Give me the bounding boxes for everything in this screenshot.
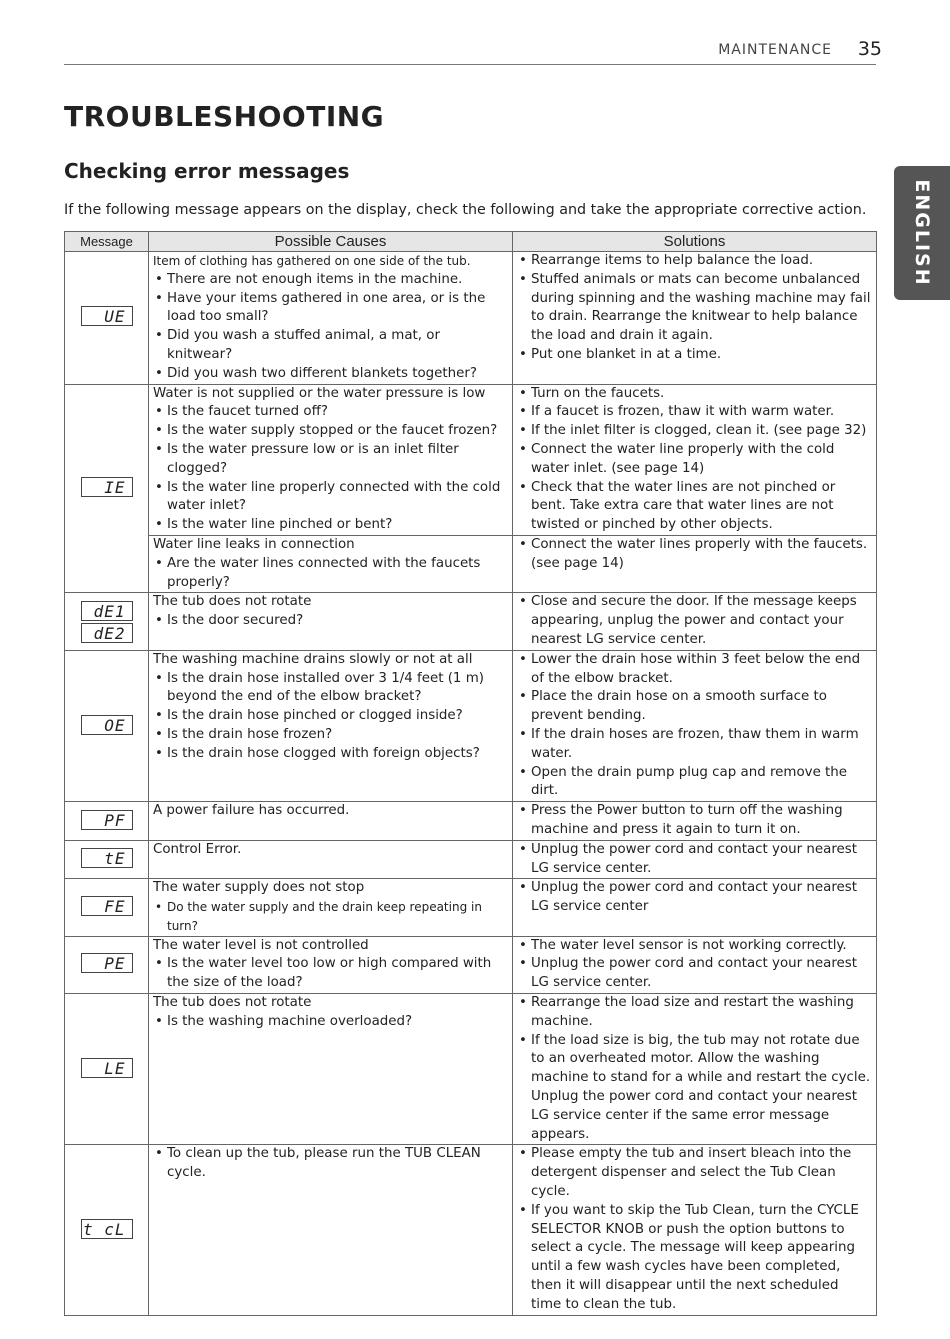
cause-item: • Is the drain hose pinched or clogged inside? xyxy=(153,707,508,726)
solutions-cell xyxy=(513,840,877,879)
solution-item: • Rearrange items to help balance the load. xyxy=(517,252,872,271)
solution-item: • Open the drain pump plug cap and remove the dirt. xyxy=(517,764,872,802)
solutions-cell xyxy=(513,802,877,841)
cause-item: • To clean up the tub, please run the TUB CLEAN cycle. xyxy=(153,1145,508,1183)
cause-item: • There are not enough items in the machine. xyxy=(153,271,508,290)
causes-cell xyxy=(149,994,513,1145)
solution-item: • Put one blanket in at a time. xyxy=(517,346,872,365)
cause-item: • Is the water supply stopped or the faucet frozen? xyxy=(153,422,508,441)
error-code-display: tE xyxy=(81,848,133,868)
solutions-cell xyxy=(513,650,877,801)
causes-cell xyxy=(149,840,513,879)
header-solutions: Solutions xyxy=(513,232,877,252)
page-number: 35 xyxy=(857,38,882,60)
solution-item: • Connect the water lines properly with the faucets. (see page 14) xyxy=(517,536,872,574)
table-row xyxy=(65,650,877,801)
causes-cell xyxy=(149,384,513,535)
message-cell xyxy=(65,252,149,385)
cause-item: • Do the water supply and the drain keep repeating in turn? xyxy=(153,898,508,936)
causes-cell xyxy=(149,936,513,993)
solutions-cell xyxy=(513,593,877,650)
error-messages-table xyxy=(64,231,877,1316)
solutions-cell xyxy=(513,994,877,1145)
table-header-row xyxy=(65,232,877,252)
table-row xyxy=(65,994,877,1145)
cause-title: The washing machine drains slowly or not at all xyxy=(153,651,473,667)
intro-text: If the following message appears on the display, check the following and take the appropriate corrective action. xyxy=(64,202,867,218)
error-code-display: LE xyxy=(81,1058,133,1078)
cause-item: • Are the water lines connected with the faucets properly? xyxy=(153,555,508,593)
error-code-display: dE2 xyxy=(81,623,133,643)
solution-item: • Check that the water lines are not pinched or bent. Take extra care that water lines are not twisted or pinched by other objects. xyxy=(517,479,872,535)
solutions-cell xyxy=(513,1145,877,1315)
cause-title: Control Error. xyxy=(153,841,242,857)
cause-item: • Did you wash two different blankets together? xyxy=(153,365,508,384)
message-cell xyxy=(65,879,149,936)
causes-cell xyxy=(149,802,513,841)
solution-item: • Connect the water line properly with the cold water inlet. (see page 14) xyxy=(517,441,872,479)
message-cell xyxy=(65,994,149,1145)
causes-cell xyxy=(149,535,513,592)
solution-item: • Press the Power button to turn off the washing machine and press it again to turn it on. xyxy=(517,802,872,840)
message-cell xyxy=(65,802,149,841)
language-tab xyxy=(894,166,950,300)
cause-title: The water level is not controlled xyxy=(153,937,369,953)
solution-item: • Unplug the power cord and contact your nearest LG service center xyxy=(517,879,872,917)
cause-item: • Have your items gathered in one area, or is the load too small? xyxy=(153,290,508,328)
causes-cell xyxy=(149,879,513,936)
solutions-cell xyxy=(513,252,877,385)
solutions-cell xyxy=(513,879,877,936)
message-cell xyxy=(65,840,149,879)
table-row xyxy=(65,936,877,993)
section-label: MAINTENANCE xyxy=(718,42,832,58)
page-title: TROUBLESHOOTING xyxy=(64,100,385,133)
solution-item: • If the load size is big, the tub may not rotate due to an overheated motor. Allow the washing machine to stand for a while and restart the cycle. Unplug the power cord and contact your nearest LG service center if the same error message appears. xyxy=(517,1032,872,1145)
causes-cell xyxy=(149,650,513,801)
solution-item: • Lower the drain hose within 3 feet below the end of the elbow bracket. xyxy=(517,651,872,689)
table-row xyxy=(65,252,877,385)
solution-item: • Please empty the tub and insert bleach into the detergent dispenser and select the Tub Clean cycle. xyxy=(517,1145,872,1201)
table-row xyxy=(65,879,877,936)
error-code-display: dE1 xyxy=(81,601,133,621)
error-code-display: PE xyxy=(81,953,133,973)
cause-item: • Is the water level too low or high compared with the size of the load? xyxy=(153,955,508,993)
solution-item: • If the drain hoses are frozen, thaw them in warm water. xyxy=(517,726,872,764)
cause-title: A power failure has occurred. xyxy=(153,803,350,819)
cause-title: The tub does not rotate xyxy=(153,995,312,1011)
solution-item: • Unplug the power cord and contact your nearest LG service center. xyxy=(517,841,872,879)
cause-title: Water line leaks in connection xyxy=(153,536,355,552)
cause-item: • Is the faucet turned off? xyxy=(153,403,508,422)
cause-item: • Is the washing machine overloaded? xyxy=(153,1013,508,1032)
cause-item: • Did you wash a stuffed animal, a mat, or knitwear? xyxy=(153,327,508,365)
solutions-cell xyxy=(513,936,877,993)
language-tab-label: ENGLISH xyxy=(911,179,933,287)
table-row xyxy=(65,802,877,841)
cause-item: • Is the door secured? xyxy=(153,612,508,631)
solutions-cell xyxy=(513,535,877,592)
section-subtitle: Checking error messages xyxy=(64,159,350,183)
solution-item: • Close and secure the door. If the message keeps appearing, unplug the power and contact your nearest LG service center. xyxy=(517,593,872,649)
table-row xyxy=(65,593,877,650)
solution-item: • If you want to skip the Tub Clean, turn the CYCLE SELECTOR KNOB or push the option buttons to select a cycle. The message will keep appearing until a few wash cycles have been completed, then it will disappear until the next scheduled time to clean the tub. xyxy=(517,1202,872,1315)
solution-item: • Turn on the faucets. xyxy=(517,385,872,404)
cause-title: The water supply does not stop xyxy=(153,880,365,896)
solution-item: • Rearrange the load size and restart the washing machine. xyxy=(517,994,872,1032)
header-message: Message xyxy=(65,232,149,252)
table-row xyxy=(65,1145,877,1315)
cause-title: The tub does not rotate xyxy=(153,594,312,610)
solution-item: • Place the drain hose on a smooth surface to prevent bending. xyxy=(517,688,872,726)
solution-item: • The water level sensor is not working correctly. xyxy=(517,937,872,956)
cause-item: • Is the water line properly connected with the cold water inlet? xyxy=(153,479,508,517)
solutions-cell xyxy=(513,384,877,535)
cause-item: • Is the drain hose clogged with foreign objects? xyxy=(153,745,508,764)
solution-item: • If the inlet filter is clogged, clean it. (see page 32) xyxy=(517,422,872,441)
message-cell xyxy=(65,593,149,650)
causes-cell xyxy=(149,1145,513,1315)
solution-item: • Unplug the power cord and contact your nearest LG service center. xyxy=(517,955,872,993)
header-causes: Possible Causes xyxy=(149,232,513,252)
causes-cell xyxy=(149,593,513,650)
cause-item: • Is the drain hose installed over 3 1/4 feet (1 m) beyond the end of the elbow bracket? xyxy=(153,670,508,708)
message-cell xyxy=(65,1145,149,1315)
cause-item: • Is the water pressure low or is an inlet filter clogged? xyxy=(153,441,508,479)
table-row xyxy=(65,384,877,535)
cause-title: Item of clothing has gathered on one side of the tub. xyxy=(153,254,471,268)
table-row xyxy=(65,535,877,592)
message-cell xyxy=(65,384,149,593)
cause-item: • Is the drain hose frozen? xyxy=(153,726,508,745)
error-code-display: OE xyxy=(81,715,133,735)
error-code-display: UE xyxy=(81,306,133,326)
message-cell xyxy=(65,936,149,993)
error-code-display: t cL xyxy=(81,1219,133,1239)
cause-title: Water is not supplied or the water pressure is low xyxy=(153,385,486,401)
error-code-display: IE xyxy=(81,477,133,497)
message-cell xyxy=(65,650,149,801)
cause-item: • Is the water line pinched or bent? xyxy=(153,516,508,535)
solution-item: • If a faucet is frozen, thaw it with warm water. xyxy=(517,403,872,422)
causes-cell xyxy=(149,252,513,385)
page-header xyxy=(64,38,882,65)
solution-item: • Stuffed animals or mats can become unbalanced during spinning and the washing machine may fail to drain. Rearrange the knitwear to help balance the load and drain it again. xyxy=(517,271,872,346)
table-row xyxy=(65,840,877,879)
error-code-display: FE xyxy=(81,896,133,916)
error-code-display: PF xyxy=(81,810,133,830)
